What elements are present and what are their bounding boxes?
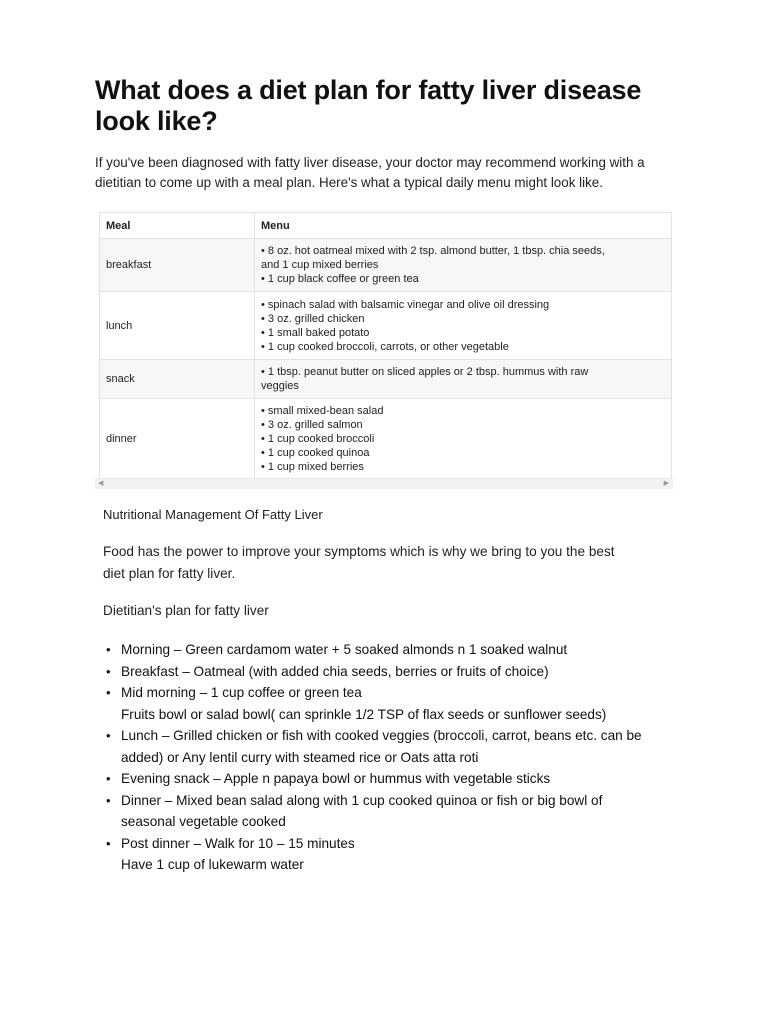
menu-item: • small mixed-bean salad xyxy=(261,404,384,417)
table-horizontal-scrollbar[interactable] xyxy=(95,478,673,489)
plan-item xyxy=(103,790,683,833)
meal-cell: breakfast xyxy=(100,239,255,292)
plan-item xyxy=(103,682,683,725)
plan-item xyxy=(103,639,683,661)
plan-item-text: added) or Any lentil curry with steamed rice or Oats atta roti xyxy=(121,749,479,765)
plan-item-text: seasonal vegetable cooked xyxy=(121,814,286,829)
menu-cell xyxy=(255,239,672,292)
plan-item-text: Post dinner – Walk for 10 – 15 minutes xyxy=(121,835,355,851)
article-title-line: What does a diet plan for fatty liver disease xyxy=(95,75,642,105)
scroll-left-icon[interactable]: ◀ xyxy=(98,480,104,487)
menu-item: • 1 small baked potato xyxy=(261,326,370,339)
bullet-icon: • xyxy=(106,728,111,743)
bullet-icon: • xyxy=(106,835,111,851)
plan-item-text: Lunch – Grilled chicken or fish with cooked veggies (broccoli, carrot, beans etc. can be xyxy=(121,728,642,743)
plan-heading: Dietitian's plan for fatty liver xyxy=(103,603,269,618)
menu-item: • 1 cup mixed berries xyxy=(261,460,364,473)
nutrition-heading: Nutritional Management Of Fatty Liver xyxy=(103,507,323,522)
menu-item: • 1 cup cooked quinoa xyxy=(261,446,370,459)
plan-item xyxy=(103,833,683,876)
menu-cell xyxy=(255,360,672,399)
bullet-icon: • xyxy=(106,771,111,786)
header-meal: Meal xyxy=(100,213,255,239)
plan-item-text: Evening snack – Apple n papaya bowl or hummus with vegetable sticks xyxy=(121,771,551,786)
nutrition-intro-line: diet plan for fatty liver. xyxy=(103,566,236,581)
table-row xyxy=(100,399,672,479)
menu-item: • 1 cup black coffee or green tea xyxy=(261,273,419,285)
plan-item-text: Morning – Green cardamom water + 5 soaked almonds n 1 soaked walnut xyxy=(121,642,568,657)
article-title xyxy=(95,75,641,137)
menu-cell xyxy=(255,399,672,479)
menu-cell xyxy=(255,292,672,360)
meal-table xyxy=(99,212,672,479)
dietitian-plan-list xyxy=(103,639,683,876)
table-row xyxy=(100,239,672,292)
meal-cell: snack xyxy=(100,360,255,399)
menu-item: veggies xyxy=(261,380,299,392)
scroll-right-icon[interactable]: ▶ xyxy=(663,480,669,487)
plan-item-text: Fruits bowl or salad bowl( can sprinkle 1/2 TSP of flax seeds or sunflower seeds) xyxy=(121,706,607,722)
menu-item: • spinach salad with balsamic vinegar and olive oil dressing xyxy=(261,298,550,311)
table-row xyxy=(100,292,672,360)
article-title-line: look like? xyxy=(95,106,218,136)
nutrition-intro xyxy=(103,541,663,585)
plan-item xyxy=(103,768,683,790)
menu-item: • 1 tbsp. peanut butter on sliced apples or 2 tbsp. hummus with raw xyxy=(261,366,589,378)
menu-item: • 8 oz. hot oatmeal mixed with 2 tsp. almond butter, 1 tbsp. chia seeds, xyxy=(261,245,605,257)
menu-item: and 1 cup mixed berries xyxy=(261,259,379,271)
meal-cell: lunch xyxy=(100,292,255,360)
article-intro: If you've been diagnosed with fatty liver disease, your doctor may recommend working with a dietitian to come up with a meal plan. Here's what a typical daily menu might look like. xyxy=(95,155,645,190)
bullet-icon: • xyxy=(106,642,111,657)
bullet-icon: • xyxy=(106,685,111,700)
menu-item: • 1 cup cooked broccoli, carrots, or other vegetable xyxy=(261,340,509,353)
meal-cell: dinner xyxy=(100,399,255,479)
article-title-container xyxy=(95,62,695,140)
menu-item: • 3 oz. grilled chicken xyxy=(261,312,365,325)
menu-item: • 3 oz. grilled salmon xyxy=(261,418,363,431)
bullet-icon: • xyxy=(106,792,111,808)
plan-item xyxy=(103,725,683,768)
bullet-icon: • xyxy=(106,663,111,679)
menu-item: • 1 cup cooked broccoli xyxy=(261,432,375,445)
plan-item xyxy=(103,661,683,683)
plan-item-text: Have 1 cup of lukewarm water xyxy=(121,857,304,872)
meal-table-container xyxy=(95,212,673,488)
plan-item-text: Dinner – Mixed bean salad along with 1 cup cooked quinoa or fish or big bowl of xyxy=(121,792,603,808)
plan-item-text: Breakfast – Oatmeal (with added chia seeds, berries or fruits of choice) xyxy=(121,663,549,679)
nutrition-intro-line: Food has the power to improve your symptoms which is why we bring to you the best xyxy=(103,544,615,559)
table-header-row xyxy=(100,213,672,239)
plan-item-text: Mid morning – 1 cup coffee or green tea xyxy=(121,685,362,700)
header-menu: Menu xyxy=(255,213,672,239)
table-row xyxy=(100,360,672,399)
